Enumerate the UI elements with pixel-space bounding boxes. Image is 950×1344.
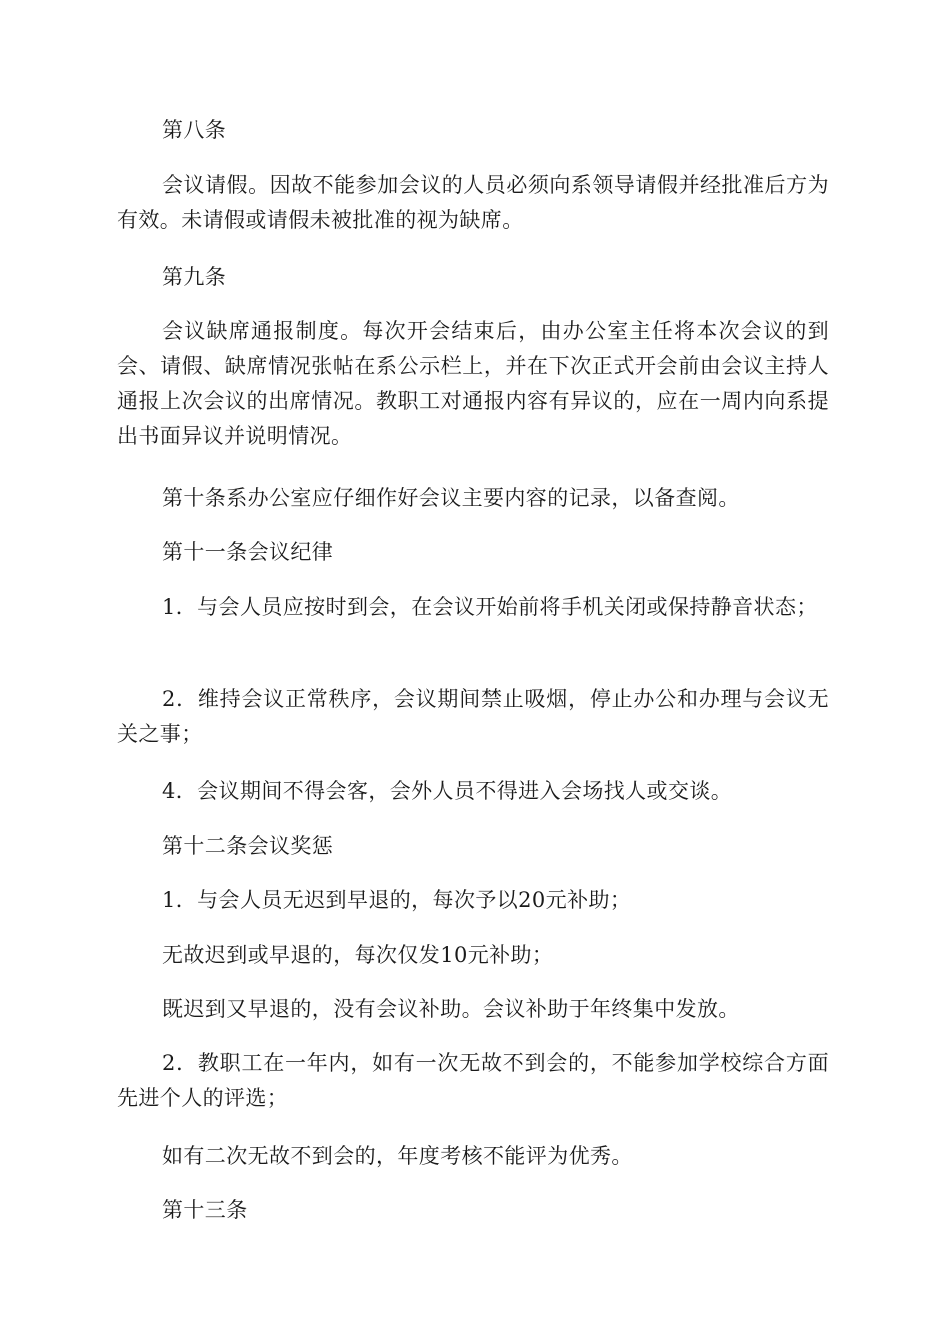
article-12-item-2: 2．教职工在一年内，如有一次无故不到会的，不能参加学校综合方面先进个人的评选； — [117, 1051, 829, 1110]
article-11-heading: 第十一条会议纪律 — [162, 540, 334, 564]
article-12-item-1-both: 既迟到又早退的，没有会议补助。会议补助于年终集中发放。 — [162, 997, 740, 1021]
article-12-item-1: 1．与会人员无迟到早退的，每次予以20元补助； — [162, 888, 632, 912]
article-8-heading: 第八条 — [162, 118, 227, 142]
article-11-item-2: 2．维持会议正常秩序，会议期间禁止吸烟，停止办公和办理与会议无关之事； — [117, 687, 829, 746]
article-9-text: 会议缺席通报制度。每次开会结束后，由办公室主任将本次会议的到会、请假、缺席情况张帖在系公示栏上，并在下次正式开会前由会议主持人通报上次会议的出席情况。教职工对通报内容有异议的，应在一周内向系提出书面异议并说明情况。 — [117, 319, 829, 448]
article-12-item-1-late: 无故迟到或早退的，每次仅发10元补助； — [162, 943, 554, 967]
article-11-item-1: 1．与会人员应按时到会，在会议开始前将手机关闭或保持静音状态； — [162, 595, 818, 619]
article-12-heading: 第十二条会议奖惩 — [162, 834, 334, 858]
article-13-heading: 第十三条 — [162, 1198, 248, 1222]
article-10-text: 第十条系办公室应仔细作好会议主要内容的记录，以备查阅。 — [162, 486, 740, 510]
article-9-heading: 第九条 — [162, 265, 227, 289]
article-12-item-2-twice: 如有二次无故不到会的，年度考核不能评为优秀。 — [162, 1144, 633, 1168]
article-8-text: 会议请假。因故不能参加会议的人员必须向系领导请假并经批准后方为有效。未请假或请假未被批准的视为缺席。 — [117, 173, 829, 232]
article-11-item-4: 4．会议期间不得会客，会外人员不得进入会场找人或交谈。 — [162, 779, 733, 803]
